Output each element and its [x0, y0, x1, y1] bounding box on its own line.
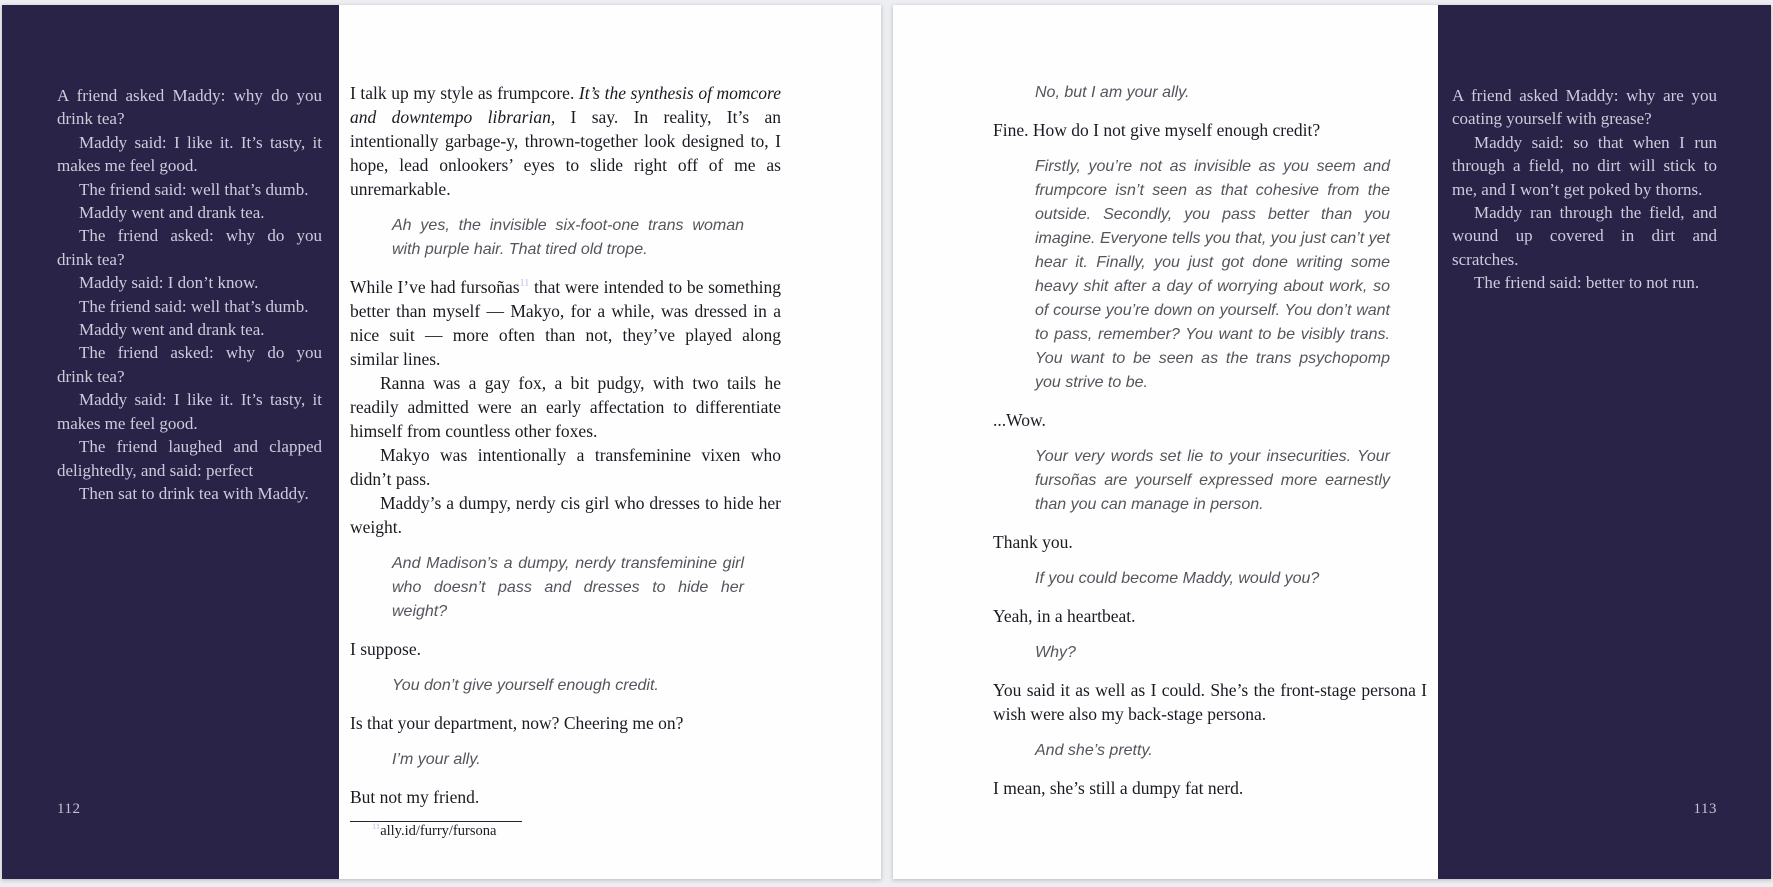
paragraph: [350, 81, 781, 201]
paragraph: Ranna was a gay fox, a bit pudgy, with two tails he readily admitted were an early affectation to differentiate himself from countless other foxes.: [350, 373, 781, 441]
voice-paragraph: Your very words set lie to your insecurities. Your fursoñas are yourself expressed more earnestly than you can manage in person.: [1035, 448, 1390, 513]
sidebar-paragraph: A friend asked Maddy: why are you coating yourself with grease?: [1452, 86, 1717, 129]
voice-paragraph: And Madison’s a dumpy, nerdy transfeminine girl who doesn’t pass and dresses to hide her weight?: [392, 555, 744, 620]
sidebar-paragraph: The friend said: well that’s dumb.: [79, 179, 309, 199]
text-segment: I talk up my style as frumpcore.: [350, 83, 579, 103]
page-number: 112: [57, 800, 81, 817]
sidebar-paragraph: The friend said: well that’s dumb.: [79, 296, 309, 316]
paragraph: ...Wow.: [993, 410, 1046, 430]
sidebar-paragraph: A friend asked Maddy: why do you drink tea?: [57, 86, 322, 129]
paragraph: Fine. How do I not give myself enough credit?: [993, 120, 1321, 140]
footnote-marker: 11: [372, 821, 381, 832]
sidebar-paragraph: Maddy ran through the field, and wound up covered in dirt and scratches.: [1452, 203, 1717, 269]
book-spread: [2, 5, 1771, 879]
page-left: [2, 5, 881, 879]
paragraph: But not my friend.: [350, 787, 480, 807]
paragraph: [350, 275, 781, 371]
paragraph: Thank you.: [993, 532, 1073, 552]
paragraph: I suppose.: [350, 639, 421, 659]
text-segment: While I’ve had fursoñas: [350, 277, 520, 297]
voice-paragraph: Ah yes, the invisible six-foot-one trans woman with purple hair. That tired old trope.: [392, 217, 744, 258]
voice-paragraph: Why?: [1035, 644, 1076, 661]
sidebar-paragraph: Maddy said: I like it. It’s tasty, it makes me feel good.: [57, 132, 322, 176]
sidebar-paragraph: Maddy said: I like it. It’s tasty, it makes me feel good.: [57, 390, 322, 433]
paragraph: I mean, she’s still a dumpy fat nerd.: [993, 778, 1244, 798]
paragraph: Yeah, in a heartbeat.: [993, 606, 1136, 626]
footnote: [350, 822, 781, 840]
voice-paragraph: Firstly, you’re not as invisible as you seem and frumpcore isn’t seen as that cohesive from the outside. Secondly, you pass better than you imagine. Everyone tells you that, you just can’t yet hear it. Finally, you just got done writing some heavy shit after a day of worrying about work, so of course you’re down on yourself. You don’t want to pass, remember? You want to be visibly trans. You want to be seen as the trans psychopomp you strive to be.: [1035, 158, 1390, 391]
footnote-url-link[interactable]: ally.id/furry/fursona: [380, 823, 497, 839]
paragraph: You said it as well as I could. She’s the front-stage persona I wish were also my back-stage persona.: [993, 680, 1427, 724]
sidebar-paragraph: The friend said: better to not run.: [1474, 273, 1700, 293]
sidebar-paragraph: Maddy went and drank tea.: [79, 320, 265, 340]
sidebar-paragraph: Maddy went and drank tea.: [79, 203, 265, 223]
paragraph: Is that your department, now? Cheering me on?: [350, 713, 684, 733]
paragraph: Maddy’s a dumpy, nerdy cis girl who dresses to hide her weight.: [350, 493, 781, 537]
paragraph: Makyo was intentionally a transfeminine vixen who didn’t pass.: [350, 445, 781, 489]
right-sidebar-parable: [1438, 5, 1771, 879]
right-main-text: [893, 5, 1438, 879]
voice-paragraph: No, but I am your ally.: [1035, 84, 1190, 101]
text-segment: I say. In reality, It’s an intentionally garbage-y, thrown-together look designed to, I hope, lead onlookers’ eyes to slide right off of me as unremarkable.: [350, 107, 781, 199]
sidebar-paragraph: Then sat to drink tea with Maddy.: [79, 483, 309, 503]
voice-paragraph: You don’t give yourself enough credit.: [392, 677, 659, 694]
footnote-marker-link[interactable]: 11: [519, 278, 530, 290]
sidebar-paragraph: Maddy said: I don’t know.: [79, 273, 259, 293]
sidebar-paragraph: The friend asked: why do you drink tea?: [57, 343, 322, 386]
sidebar-paragraph: The friend laughed and clapped delightedly, and said: perfect: [57, 437, 322, 480]
voice-paragraph: If you could become Maddy, would you?: [1035, 570, 1320, 587]
page-right: [893, 5, 1771, 879]
voice-paragraph: And she’s pretty.: [1035, 742, 1153, 759]
sidebar-paragraph: Maddy said: so that when I run through a field, no dirt will stick to me, and I won’t get poked by thorns.: [1452, 132, 1717, 199]
page-number: 113: [1693, 800, 1717, 817]
left-sidebar-parable: [2, 5, 339, 879]
sidebar-paragraph: The friend asked: why do you drink tea?: [57, 226, 322, 269]
italic-phrase: It’s the synthesis of momcore and downtempo librarian,: [350, 83, 781, 127]
left-main-text: [339, 5, 881, 879]
voice-paragraph: I’m your ally.: [392, 751, 481, 768]
text-segment: that were intended to be something better than myself — Makyo, for a while, was dressed in a nice suit — more often than not, they’ve played along similar lines.: [350, 277, 782, 369]
